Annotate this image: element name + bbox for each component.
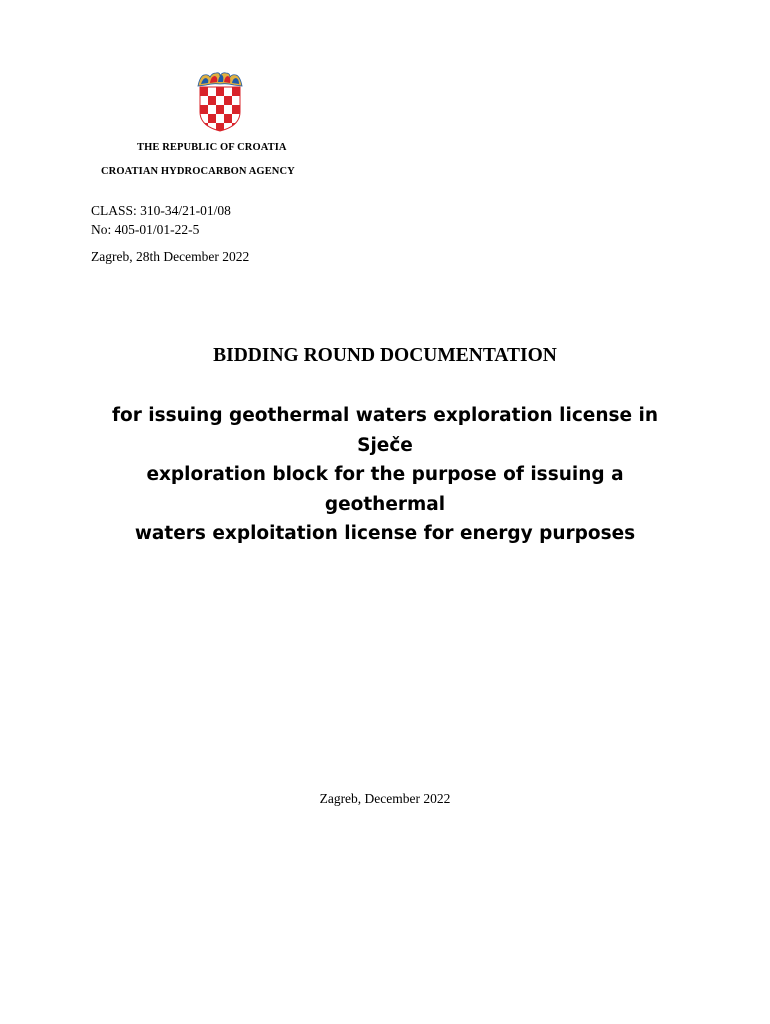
crown-icon xyxy=(198,73,242,86)
republic-heading: THE REPUBLIC OF CROATIA xyxy=(137,142,287,153)
footer-place-date: Zagreb, December 2022 xyxy=(319,791,451,806)
issue-date: Zagreb, 28th December 2022 xyxy=(91,249,250,264)
agency-heading: CROATIAN HYDROCARBON AGENCY xyxy=(101,166,295,177)
class-reference: CLASS: 310-34/21-01/08 xyxy=(91,203,231,218)
coat-of-arms-icon xyxy=(196,72,244,132)
number-reference: No: 405-01/01-22-5 xyxy=(91,222,200,237)
subtitle-line: exploration block for the purpose of issuing a geothermal xyxy=(146,464,624,515)
subtitle-line: for issuing geothermal waters exploration license in Sječe xyxy=(111,405,659,456)
subtitle-line: waters exploitation license for energy purposes xyxy=(134,523,636,544)
document-subtitle xyxy=(95,401,675,549)
document-title: BIDDING ROUND DOCUMENTATION xyxy=(213,345,557,366)
